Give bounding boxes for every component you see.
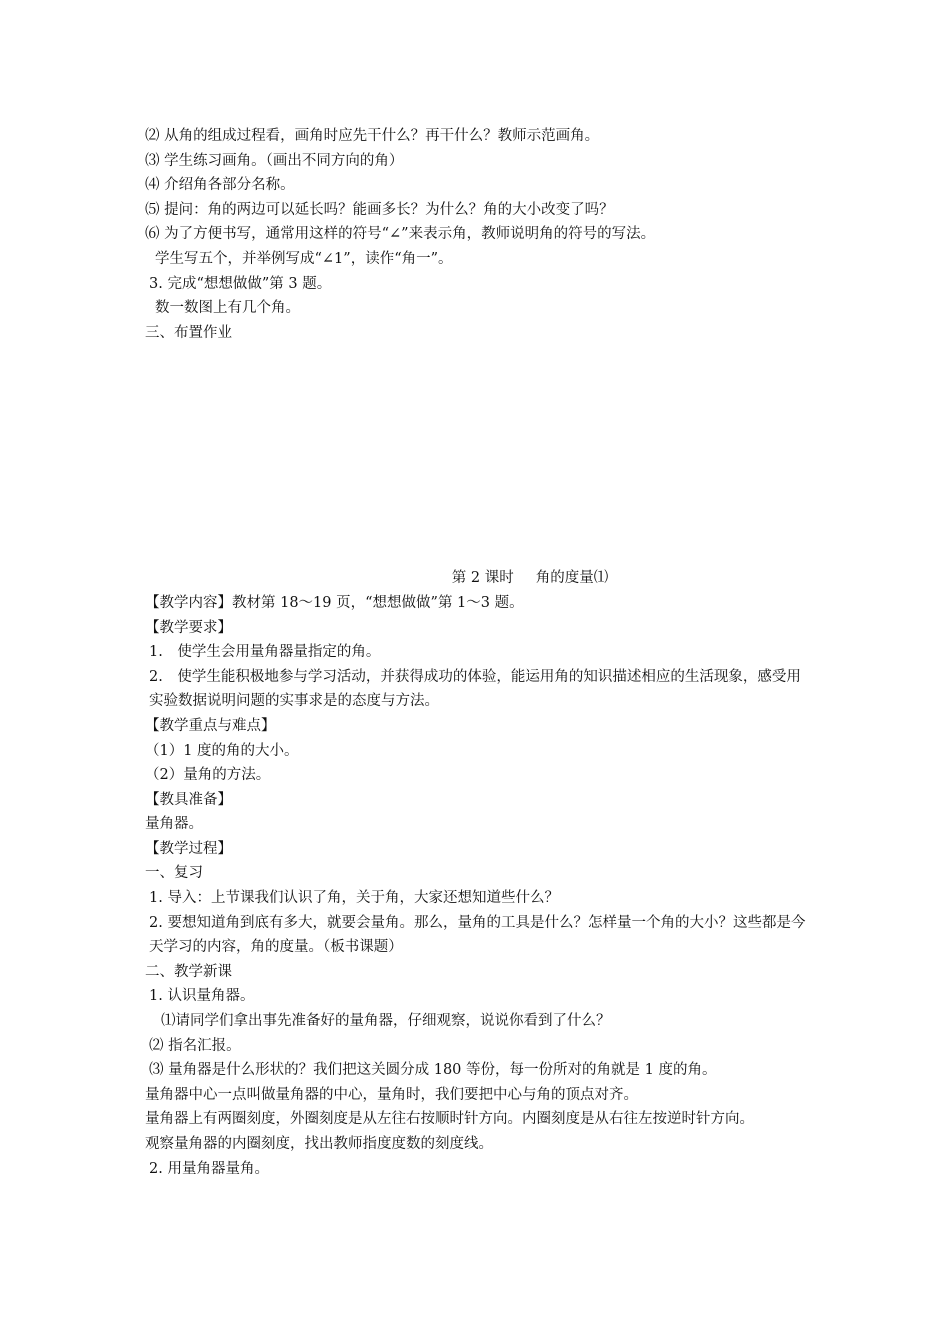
step-line: 1. 导入：上节课我们认识了角，关于角，大家还想知道些什么？ — [149, 890, 559, 907]
section-heading: 【教学过程】 — [145, 840, 232, 857]
step-line: ⑶ 学生练习画角。（画出不同方向的角） — [145, 152, 404, 169]
key-point-item: （1）1 度的角的大小。 — [145, 742, 299, 759]
step-line: 数一数图上有几个角。 — [155, 300, 300, 317]
section-heading: 【教学重点与难点】 — [145, 717, 276, 734]
lesson-number: 第 2 课时 — [451, 570, 514, 587]
step-line: 3. 完成“想想做做”第 3 题。 — [149, 275, 332, 292]
step-line: ⑴请同学们拿出事先准备好的量角器，仔细观察，说说你看到了什么？ — [161, 1013, 611, 1030]
step-line: 1. 认识量角器。 — [149, 988, 255, 1005]
document-page — [145, 124, 815, 1181]
step-line: 2. 用量角器量角。 — [149, 1160, 269, 1177]
section-heading: 【教学要求】 — [145, 619, 232, 636]
requirement-item: 1. 使学生会用量角器量指定的角。 — [149, 644, 381, 661]
tool-text: 量角器。 — [145, 816, 203, 833]
lesson-title — [145, 566, 815, 591]
step-heading: 二、教学新课 — [145, 963, 232, 980]
step-line: ⑵ 从角的组成过程看，画角时应先干什么？再干什么？教师示范画角。 — [145, 128, 600, 144]
step-line: ⑸ 提问：角的两边可以延长吗？能画多长？为什么？角的大小改变了吗？ — [145, 201, 614, 218]
page-gap — [145, 345, 815, 566]
part2-section — [145, 566, 815, 1181]
step-line: ⑶ 量角器是什么形状的？我们把这关圆分成 180 等份，每一份所对的角就是 1 度的角。 — [149, 1062, 717, 1079]
step-line: ⑵ 指名汇报。 — [149, 1037, 241, 1054]
teaching-content: 【教学内容】教材第 18～19 页，“想想做做”第 1～3 题。 — [145, 594, 524, 611]
step-heading: 一、复习 — [145, 865, 203, 882]
step-line: 学生写五个，并举例写成“∠1”，读作“角一”。 — [155, 250, 453, 267]
paragraph: 量角器中心一点叫做量角器的中心，量角时，我们要把中心与角的顶点对齐。 — [145, 1086, 638, 1103]
section-heading: 【教具准备】 — [145, 791, 232, 808]
requirement-item: 2. 使学生能积极地参与学习活动，并获得成功的体验，能运用角的知识描述相应的生活现象，感受用实验数据说明问题的实事求是的态度与方法。 — [149, 668, 801, 710]
step-line: 2. 要想知道角到底有多大，就要会量角。那么，量角的工具是什么？怎样量一个角的大小？这些都是今天学习的内容，角的度量。（板书课题） — [149, 914, 806, 956]
lesson-topic: 角的度量⑴ — [535, 570, 609, 587]
paragraph: 观察量角器的内圈刻度，找出教师指度度数的刻度线。 — [145, 1136, 493, 1152]
section-heading: 三、布置作业 — [145, 324, 232, 341]
step-line: ⑷ 介绍角各部分名称。 — [145, 177, 295, 194]
step-line: ⑹ 为了方便书写，通常用这样的符号“∠”来表示角，教师说明角的符号的写法。 — [145, 226, 656, 243]
part1-section — [145, 124, 815, 345]
paragraph: 量角器上有两圈刻度，外圈刻度是从左往右按顺时针方向。内圈刻度是从右往左按逆时针方向。 — [145, 1111, 754, 1128]
key-point-item: （2）量角的方法。 — [145, 767, 271, 784]
